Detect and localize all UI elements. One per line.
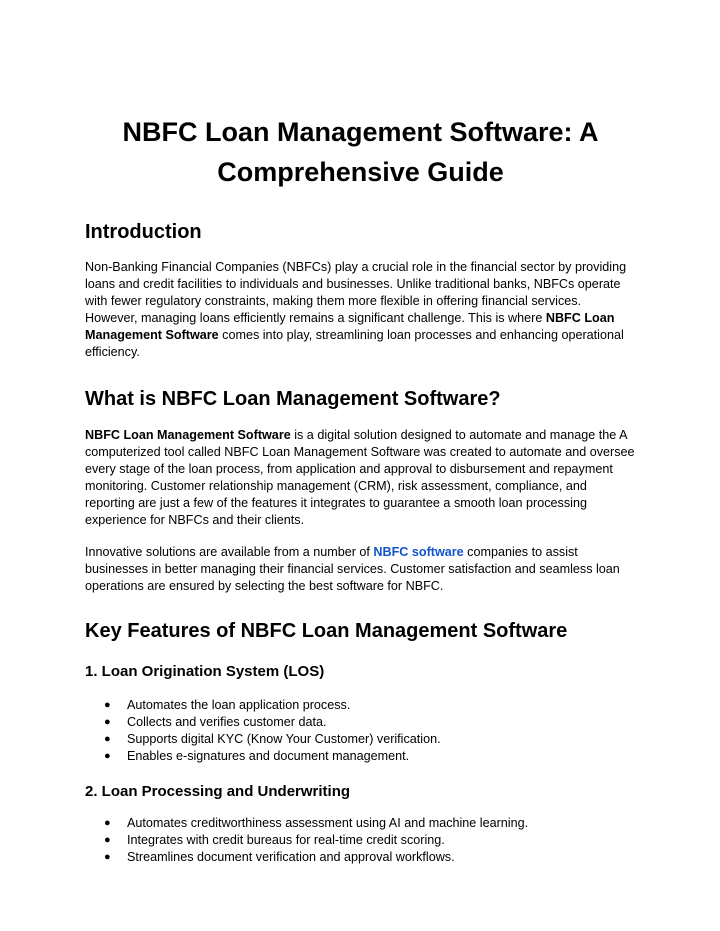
list-item-text: Enables e-signatures and document management. — [127, 749, 410, 763]
list-item — [85, 714, 636, 731]
nbfc-software-link[interactable]: NBFC software — [373, 545, 464, 559]
what-p2-text-2: companies to assist businesses in better managing their financial services. Customer satisfaction and seamless loan operations are ensured by selecting the best software for NBFC. — [85, 545, 620, 593]
list-item-text: Streamlines document verification and approval workflows. — [127, 850, 455, 864]
intro-text-1: Non-Banking Financial Companies (NBFCs) play a crucial role in the financial sector by providing loans and credit facilities to individuals and businesses. Unlike traditional banks, NBFCs operate with fewer regulatory constraints, making them more flexible in offering financial services. However, managing loans efficiently remains a significant challenge. This is where — [85, 260, 627, 325]
introduction-paragraph — [85, 259, 636, 361]
subsection-heading-los: 1. Loan Origination System (LOS) — [85, 663, 325, 680]
list-item-text: Automates the loan application process. — [127, 698, 351, 712]
intro-bold-term: NBFC Loan Management Software — [85, 311, 615, 342]
what-is-paragraph-1 — [85, 427, 636, 529]
list-item-text: Automates creditworthiness assessment using AI and machine learning. — [127, 816, 529, 830]
list-item — [85, 697, 636, 714]
bullet-icon: ● — [104, 851, 111, 863]
bullet-icon: ● — [104, 716, 111, 728]
bullet-icon: ● — [104, 817, 111, 829]
bullet-icon: ● — [104, 699, 111, 711]
list-item-text: Supports digital KYC (Know Your Customer) verification. — [127, 732, 441, 746]
section-heading-key-features: Key Features of NBFC Loan Management Software — [85, 620, 568, 642]
subsection-heading-processing-underwriting: 2. Loan Processing and Underwriting — [85, 783, 351, 800]
bullet-icon: ● — [104, 733, 111, 745]
what-bold-term: NBFC Loan Management Software — [85, 428, 291, 442]
processing-feature-list — [85, 815, 636, 866]
list-item — [85, 731, 636, 748]
section-heading-introduction: Introduction — [85, 221, 202, 243]
list-item-text: Integrates with credit bureaus for real-time credit scoring. — [127, 833, 445, 847]
section-heading-what-is: What is NBFC Loan Management Software? — [85, 388, 501, 410]
list-item — [85, 849, 636, 866]
what-p2-text-1: Innovative solutions are available from a number of — [85, 545, 374, 559]
document-title: NBFC Loan Management Software: A Comprehensive Guide — [122, 117, 599, 187]
bullet-icon: ● — [104, 834, 111, 846]
list-item — [85, 832, 636, 849]
intro-text-2: comes into play, streamlining loan processes and enhancing operational efficiency. — [85, 328, 624, 359]
list-item — [85, 815, 636, 832]
list-item-text: Collects and verifies customer data. — [127, 715, 327, 729]
what-text-1: is a digital solution designed to automate and manage the A computerized tool called NBFC Loan Management Software was created to automate and oversee every stage of the loan process, from application and approval to disbursement and repayment monitoring. Customer relationship management (CRM), risk assessment, compliance, and reporting are just a few of the features it integrates to guarantee a smooth loan processing experience for NBFCs and their clients. — [85, 428, 635, 527]
list-item — [85, 748, 636, 765]
what-is-paragraph-2 — [85, 544, 636, 595]
los-feature-list — [85, 697, 636, 765]
bullet-icon: ● — [104, 750, 111, 762]
